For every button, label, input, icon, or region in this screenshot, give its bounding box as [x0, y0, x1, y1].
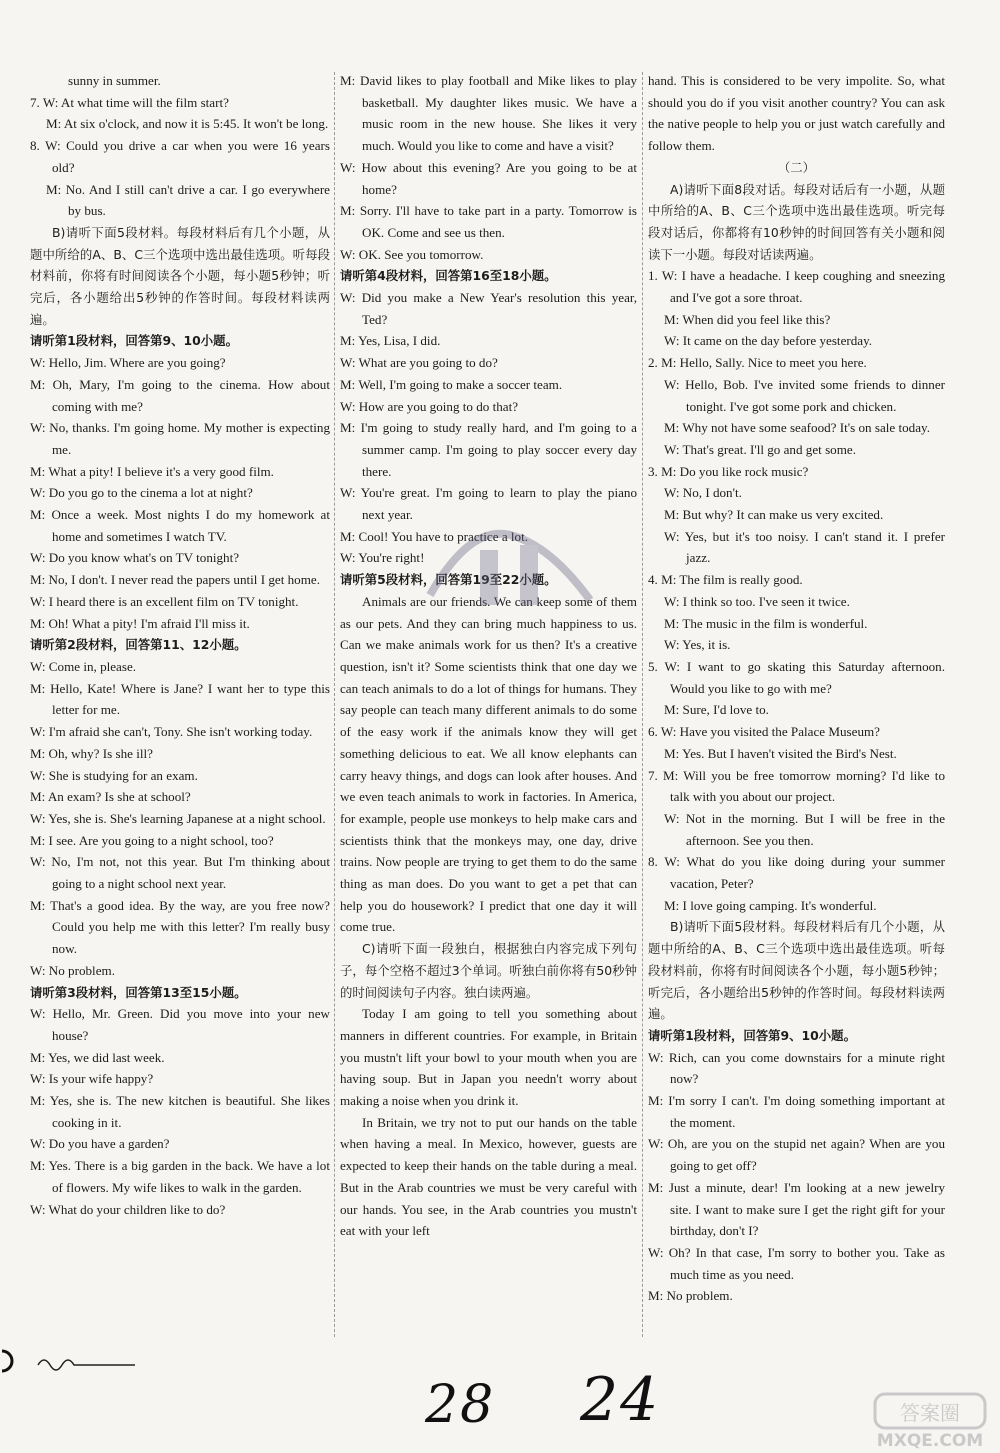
text-line: M: But why? It can make us very excited. — [664, 507, 884, 523]
text-line: B)请听下面5段材料。每段材料后有几个小题，从题中所给的A、B、C三个选项中选出最佳选项。听每段材料前，你将有时间阅读各个小题，每小题5秒钟；听完后，各小题给出5秒钟的作答时间。每段材料读两遍。 — [30, 224, 330, 327]
text-line: In Britain, we try not to put our hands on the table when having a meal. In Mexico, however, guests are expected to keep their hands on the table during a meal. But in the Arab countries we must be very careful with our hands. You see, in the Arab countries you mustn't eat with your left — [340, 1114, 637, 1239]
text-line: W: How are you going to do that? — [340, 398, 519, 414]
text-line: hand. This is considered to be very impolite. So, what should you do if you visit another country? You can ask the native people to help you or just watch carefully and follow them. — [648, 73, 945, 154]
text-line: W: No, I'm not, not this year. But I'm thinking about going to a night school next year. — [30, 854, 330, 892]
text-line: W: Do you go to the cinema a lot at night? — [30, 485, 253, 501]
text-line: W: I heard there is an excellent film on TV tonight. — [30, 593, 299, 609]
text-line: M: Yes. But I haven't visited the Bird's Nest. — [664, 745, 897, 761]
text-line: W: Not in the morning. But I will be free in the afternoon. See you then. — [664, 810, 945, 848]
text-line: M: Once a week. Most nights I do my homework at home and sometimes I watch TV. — [30, 507, 330, 544]
svg-text:答案圈: 答案圈 — [900, 1401, 960, 1425]
text-line: M: David likes to play football and Mike likes to play basketball. My daughter likes music. We have a music room in the new house. She likes it very much. Would you like to come and have a visit? — [340, 73, 637, 154]
text-line: A)请听下面8段对话。每段对话后有一小题，从题中所给的A、B、C三个选项中选出最佳选项。听完每段对话后，你都将有10秒钟的时间回答有关小题和阅读下一小题。每段对话读两遍。 — [648, 181, 945, 262]
text-line: C)请听下面一段独白，根据独白内容完成下列句子，每个空格不超过3个单词。听独白前你将有50秒钟的时间阅读句子内容。独白读两遍。 — [340, 941, 637, 1000]
text-line: M: Cool! You have to practice a lot. — [340, 528, 529, 544]
text-line: W: That's great. I'll go and get some. — [664, 441, 856, 457]
text-line: 请听第2段材料，回答第11、12小题。 — [30, 637, 247, 653]
text-line: M: Oh! What a pity! I'm afraid I'll miss it. — [30, 615, 250, 631]
text-line: W: Yes, she is. She's learning Japanese at a night school. — [30, 810, 326, 826]
text-line: M: When did you feel like this? — [664, 311, 831, 327]
text-line: M: No problem. — [648, 1288, 733, 1304]
text-line: 8. W: Could you drive a car when you were 16 years old? — [30, 138, 330, 175]
text-line: M: At six o'clock, and now it is 5:45. It won't be long. — [46, 116, 329, 132]
text-line: M: Yes, Lisa, I did. — [340, 333, 441, 349]
text-line: M: Well, I'm going to make a soccer team. — [340, 376, 563, 392]
text-line: M: Oh, why? Is she ill? — [30, 745, 153, 761]
text-line: 请听第3段材料，回答第13至15小题。 — [30, 984, 247, 1000]
text-line: M: Sorry. I'll have to take part in a party. Tomorrow is OK. Come and see us then. — [340, 203, 637, 240]
text-line: W: Is your wife happy? — [30, 1071, 154, 1087]
text-column-left — [30, 70, 330, 1220]
text-line: 8. W: What do you like doing during your summer vacation, Peter? — [648, 854, 945, 892]
text-line: 7. M: Will you be free tomorrow morning? I'd like to talk with you about our project. — [648, 767, 945, 805]
text-line: Today I am going to tell you something about manners in different countries. For example, in Britain you mustn't lift your bowl to your mouth when you are having soup. But in Japan you needn't worry about making a noise when you drink it. — [340, 1006, 637, 1109]
text-line: M: Yes. There is a big garden in the back. We have a lot of flowers. My wife likes to walk in the garden. — [30, 1158, 330, 1195]
text-line: M: I love going camping. It's wonderful. — [664, 897, 877, 913]
text-line: W: OK. See you tomorrow. — [340, 246, 484, 262]
text-line: W: No, thanks. I'm going home. My mother is expecting me. — [30, 420, 330, 457]
text-line: W: It came on the day before yesterday. — [664, 333, 873, 349]
svg-text:MXQE.COM: MXQE.COM — [876, 1431, 984, 1450]
text-line: W: You're great. I'm going to learn to play the piano next year. — [340, 485, 637, 523]
text-line: W: Do you know what's on TV tonight? — [30, 550, 240, 566]
text-line: W: Did you make a New Year's resolution this year, Ted? — [340, 290, 637, 327]
text-line: M: Sure, I'd love to. — [664, 702, 769, 718]
text-line: M: An exam? Is she at school? — [30, 789, 191, 805]
text-line: M: Hello, Kate! Where is Jane? I want her to type this letter for me. — [30, 680, 330, 718]
text-line: W: Do you have a garden? — [30, 1136, 170, 1152]
text-column-right — [648, 70, 945, 1307]
text-line: M: No, I don't. I never read the papers until I get home. — [30, 572, 320, 588]
text-line: W: Yes, but it's too noisy. I can't stand it. I prefer jazz. — [664, 528, 945, 566]
text-line: 4. M: The film is really good. — [648, 572, 803, 588]
text-line: 7. W: At what time will the film start? — [30, 94, 229, 110]
text-line: W: What are you going to do? — [340, 355, 498, 371]
text-line: W: What do your children like to do? — [30, 1201, 226, 1217]
text-line: M: Yes, she is. The new kitchen is beautiful. She likes cooking in it. — [30, 1093, 330, 1130]
faded-stamp-image — [410, 505, 610, 625]
text-column-middle — [340, 70, 637, 1242]
text-line: W: I'm afraid she can't, Tony. She isn't working today. — [30, 724, 313, 740]
text-line: M: I'm going to study really hard, and I'm going to a summer camp. I'm going to play soccer every day there. — [340, 420, 637, 479]
text-line: 请听第1段材料，回答第9、10小题。 — [30, 333, 238, 349]
text-line: M: No. And I still can't drive a car. I go everywhere by bus. — [46, 181, 330, 219]
column-divider — [334, 72, 335, 1337]
text-line: 请听第5段材料，回答第19至22小题。 — [340, 572, 557, 588]
text-line: W: No problem. — [30, 962, 115, 978]
handwritten-number: 28 — [425, 1375, 496, 1435]
text-line: M: What a pity! I believe it's a very good film. — [30, 463, 274, 479]
text-line: W: How about this evening? Are you going to be at home? — [340, 159, 637, 197]
handwritten-number: 24 — [580, 1365, 661, 1435]
text-line: W: Oh, are you on the stupid net again? When are you going to get off? — [648, 1136, 945, 1174]
text-line: W: Come in, please. — [30, 658, 137, 674]
text-line: M: I'm sorry I can't. I'm doing something important at the moment. — [648, 1093, 945, 1130]
text-line: W: Rich, can you come downstairs for a minute right now? — [648, 1049, 945, 1087]
text-line: W: Yes, it is. — [664, 637, 731, 653]
text-line: 请听第1段材料，回答第9、10小题。 — [648, 1027, 856, 1043]
text-line: M: Why not have some seafood? It's on sale today. — [664, 420, 930, 436]
text-line: 1. W: I have a headache. I keep coughing and sneezing and I've got a sore throat. — [648, 268, 945, 306]
text-line: W: She is studying for an exam. — [30, 767, 198, 783]
text-line: M: Just a minute, dear! I'm looking at a new jewelry site. I want to make sure I get the right gift for your birthday, don't I? — [648, 1179, 945, 1239]
text-line: sunny in summer. — [68, 73, 161, 88]
text-line: W: Hello, Mr. Green. Did you move into your new house? — [30, 1006, 330, 1043]
text-line: M: I see. Are you going to a night school, too? — [30, 832, 274, 848]
text-line: M: That's a good idea. By the way, are you free now? Could you help me with this letter? I'm really busy now. — [30, 897, 330, 957]
text-line: （二） — [777, 159, 816, 175]
text-line: 2. M: Hello, Sally. Nice to meet you here. — [648, 355, 867, 371]
text-line: W: Hello, Bob. I've invited some friends to dinner tonight. I've got some pork and chicken. — [664, 376, 945, 414]
text-line: W: Hello, Jim. Where are you going? — [30, 355, 226, 371]
text-line: 5. W: I want to go skating this Saturday afternoon. Would you like to go with me? — [648, 658, 945, 696]
text-line: M: Yes, we did last week. — [30, 1049, 165, 1065]
decorative-footer-flourish — [0, 1347, 140, 1377]
text-line: 6. W: Have you visited the Palace Museum? — [648, 724, 880, 740]
text-line: W: I think so too. I've seen it twice. — [664, 593, 850, 609]
text-line: M: The music in the film is wonderful. — [664, 615, 868, 631]
text-line: 请听第4段材料，回答第16至18小题。 — [340, 268, 557, 284]
text-line: B)请听下面5段材料。每段材料后有几个小题，从题中所给的A、B、C三个选项中选出最佳选项。听每段材料前，你将有时间阅读各个小题，每小题5秒钟；听完后，各小题给出5秒钟的作答时间。每段材料读两遍。 — [648, 919, 945, 1022]
text-line: 3. M: Do you like rock music? — [648, 463, 809, 479]
text-line: W: No, I don't. — [664, 485, 742, 501]
text-line: W: Oh? In that case, I'm sorry to bother you. Take as much time as you need. — [648, 1244, 945, 1282]
watermark-logo — [855, 1390, 995, 1450]
column-divider — [642, 72, 643, 1337]
text-line: M: Oh, Mary, I'm going to the cinema. How about coming with me? — [30, 376, 330, 414]
text-line: W: You're right! — [340, 550, 425, 566]
text-line: Animals are our friends. We can keep some of them as our pets. And they can bring much happiness to us. Can we make animals work for us then? It's a creative question, isn't it? Some scientists think that one day we can teach animals to do a lot of things for humans. They say people can teach many different animals to do some of the easy work if the animals know they will get something delicious to eat. We all know elephants can carry heavy things, and dogs can look after houses. And we even teach animals to work in factories. In America, for example, people use monkeys to help make cars and scientists think that the monkeys may, one day, drive trains. Now people are trying to get them to do the same thing as man does. Do you want to get a pet that can help you do housework? I predict that one day it will come true. — [340, 593, 637, 935]
